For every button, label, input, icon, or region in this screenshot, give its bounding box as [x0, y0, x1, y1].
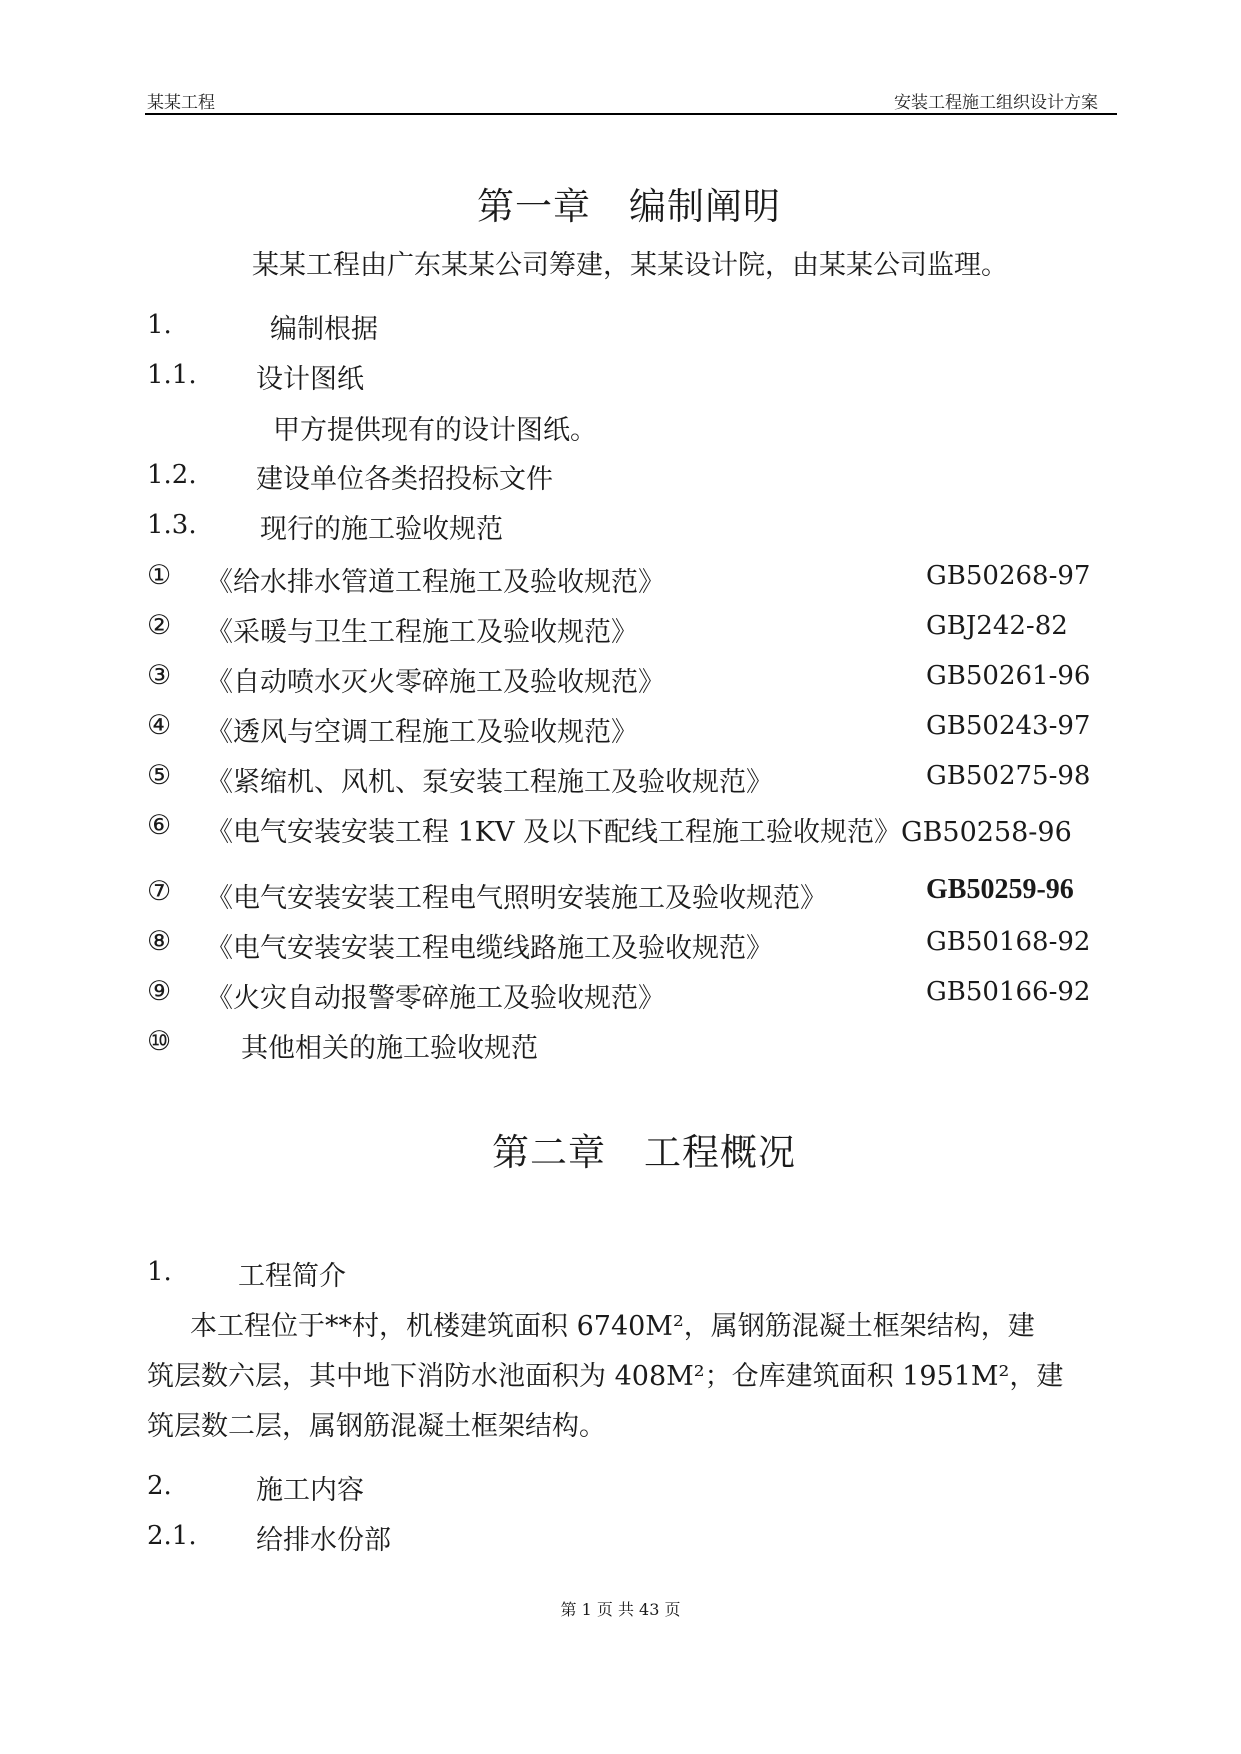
- ch2-paragraph-line-2: 筑层数六层，其中地下消防水池面积为 408M²；仓库建筑面积 1951M²，建: [147, 1361, 1064, 1392]
- section-1-1-number: 1.1.: [147, 360, 197, 390]
- chapter-1-intro: 某某工程由广东某某公司筹建，某某设计院，由某某公司监理。: [252, 250, 1008, 281]
- ch2-section-2-1-number: 2.1.: [147, 1521, 197, 1551]
- standard-4-mark: ④: [147, 710, 172, 741]
- standard-4-code: GB50243-97: [926, 711, 1091, 741]
- standard-9-name: 《火灾自动报警零碎施工及验收规范》: [206, 983, 665, 1014]
- ch2-section-2-title: 施工内容: [256, 1475, 364, 1506]
- header-divider: [145, 113, 1117, 115]
- section-1-3-number: 1.3.: [147, 510, 197, 540]
- standard-3-name: 《自动喷水灭火零碎施工及验收规范》: [206, 667, 665, 698]
- header-right: 安装工程施工组织设计方案: [894, 93, 1098, 113]
- standard-2-name: 《采暖与卫生工程施工及验收规范》: [206, 617, 638, 648]
- standard-3-code: GB50261-96: [926, 661, 1091, 691]
- standard-6-name: 《电气安装安装工程 1KV 及以下配线工程施工验收规范》GB50258-96: [206, 817, 1072, 848]
- standard-5-mark: ⑤: [147, 760, 172, 791]
- ch2-paragraph-line-1: 本工程位于**村，机楼建筑面积 6740M²，属钢筋混凝土框架结构，建: [190, 1311, 1035, 1342]
- chapter-2-title: 第二章 工程概况: [492, 1131, 796, 1174]
- standard-1-name: 《给水排水管道工程施工及验收规范》: [206, 567, 665, 598]
- ch2-paragraph-line-3: 筑层数二层，属钢筋混凝土框架结构。: [147, 1411, 606, 1442]
- section-1-1-title: 设计图纸: [256, 364, 364, 395]
- header-left: 某某工程: [147, 93, 215, 113]
- standard-8-name: 《电气安装安装工程电缆线路施工及验收规范》: [206, 933, 773, 964]
- standard-2-mark: ②: [147, 610, 172, 641]
- section-1-number: 1.: [147, 310, 172, 340]
- standard-8-mark: ⑧: [147, 926, 172, 957]
- standard-10-mark: ⑩: [147, 1026, 172, 1057]
- standard-8-code: GB50168-92: [926, 927, 1091, 957]
- standard-6-mark: ⑥: [147, 810, 172, 841]
- section-1-2-title: 建设单位各类招投标文件: [256, 464, 553, 495]
- standard-7-mark: ⑦: [147, 876, 172, 907]
- standard-1-code: GB50268-97: [926, 561, 1091, 591]
- standard-5-name: 《紧缩机、风机、泵安装工程施工及验收规范》: [206, 767, 773, 798]
- standard-9-code: GB50166-92: [926, 977, 1091, 1007]
- ch2-section-1-title: 工程简介: [238, 1261, 346, 1292]
- standard-9-mark: ⑨: [147, 976, 172, 1007]
- standard-1-mark: ①: [147, 560, 172, 591]
- standard-5-code: GB50275-98: [926, 761, 1091, 791]
- page-number-footer: 第 1 页 共 43 页: [560, 1600, 681, 1619]
- standard-7-code: GB50259-96: [926, 874, 1074, 905]
- ch2-section-1-number: 1.: [147, 1257, 172, 1287]
- standard-3-mark: ③: [147, 660, 172, 691]
- standard-10-name: 其他相关的施工验收规范: [241, 1033, 538, 1064]
- section-1-1-text: 甲方提供现有的设计图纸。: [273, 415, 597, 446]
- ch2-section-2-1-title: 给排水份部: [256, 1525, 391, 1556]
- standard-2-code: GBJ242-82: [926, 611, 1068, 641]
- section-1-3-title: 现行的施工验收规范: [260, 514, 503, 545]
- section-1-title: 编制根据: [270, 314, 378, 345]
- chapter-1-title: 第一章 编制阐明: [477, 185, 781, 228]
- section-1-2-number: 1.2.: [147, 460, 197, 490]
- standard-7-name: 《电气安装安装工程电气照明安装施工及验收规范》: [206, 883, 827, 914]
- standard-4-name: 《透风与空调工程施工及验收规范》: [206, 717, 638, 748]
- ch2-section-2-number: 2.: [147, 1471, 172, 1501]
